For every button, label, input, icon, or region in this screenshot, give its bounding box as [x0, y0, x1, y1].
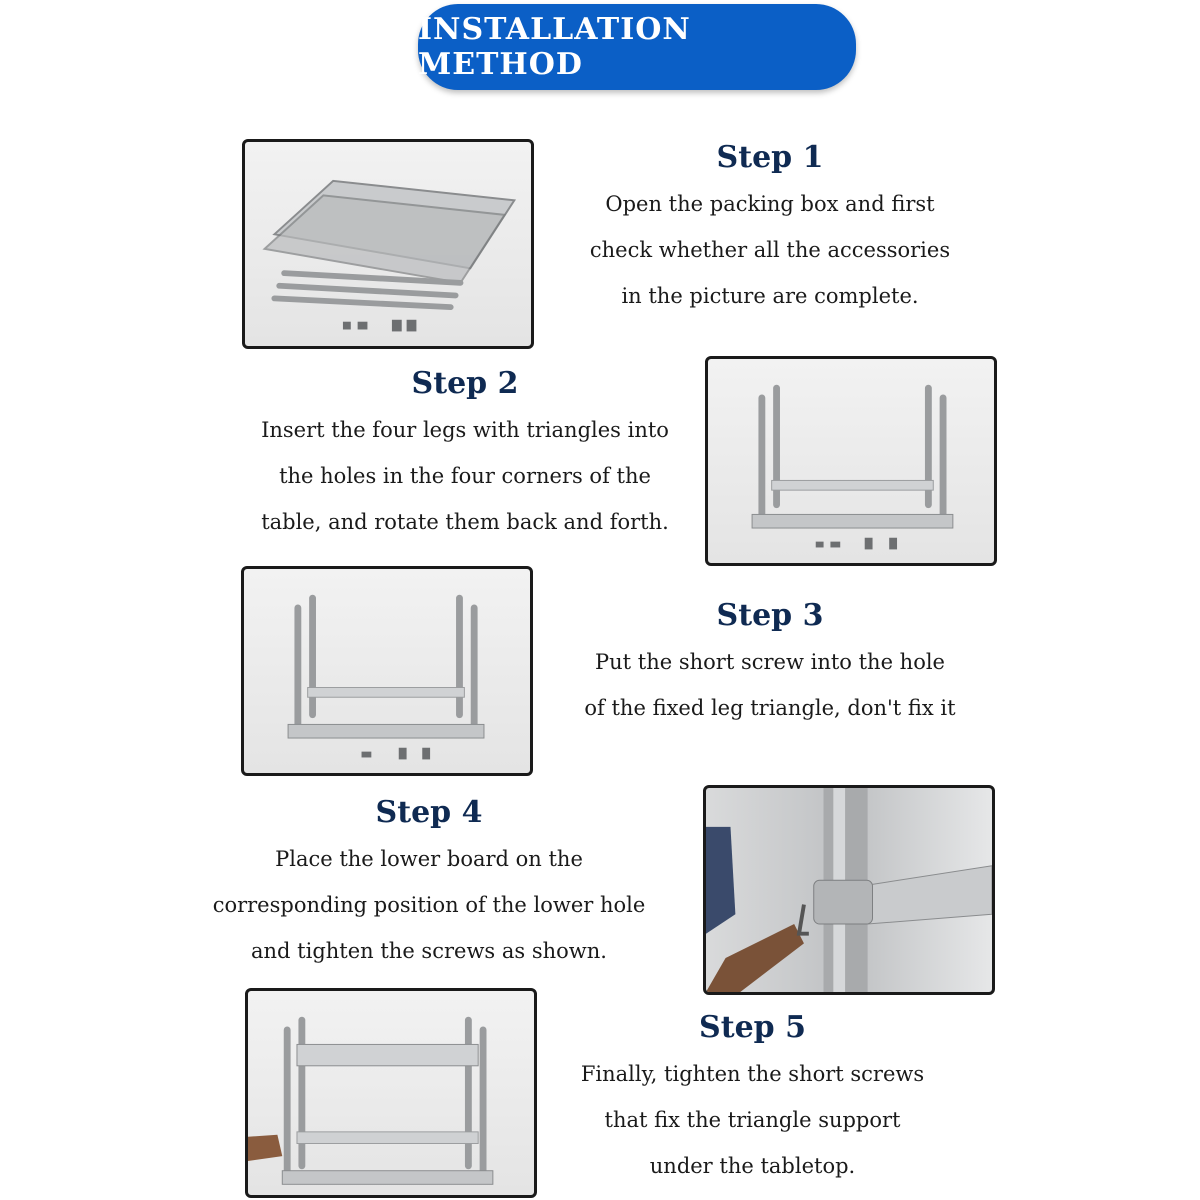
step-1 — [560, 140, 980, 319]
step-4-title: Step 4 — [375, 795, 483, 830]
step-2 — [240, 366, 690, 545]
step-5-title: Step 5 — [699, 1010, 806, 1045]
step-3-title: Step 3 — [716, 598, 824, 633]
step-4-line-3: and tighten the screws as shown. — [251, 939, 607, 963]
step-1-line-3: in the picture are complete. — [621, 284, 919, 308]
step-3-line-1: Put the short screw into the hole — [595, 650, 945, 674]
step-1-title: Step 1 — [716, 140, 824, 175]
step-5-line-2: that fix the triangle support — [604, 1108, 901, 1132]
step-1-line-1: Open the packing box and first — [605, 192, 935, 216]
step-4-line-2: corresponding position of the lower hole — [212, 893, 646, 917]
step-4-line-1: Place the lower board on the — [275, 847, 583, 871]
step-2-line-2: the holes in the four corners of the — [279, 464, 651, 488]
step-1-photo — [242, 139, 534, 349]
step-3-photo — [241, 566, 533, 776]
step-4 — [198, 795, 660, 974]
step-5 — [555, 1010, 950, 1189]
step-3-line-2: of the fixed leg triangle, don't fix it — [584, 696, 956, 720]
step-2-line-3: table, and rotate them back and forth. — [261, 510, 669, 534]
step-2-line-1: Insert the four legs with triangles into — [261, 418, 669, 442]
title-banner — [418, 4, 856, 90]
step-5-photo — [245, 988, 537, 1198]
step-2-title: Step 2 — [411, 366, 519, 401]
step-4-photo — [703, 785, 995, 995]
step-1-line-2: check whether all the accessories — [589, 238, 951, 262]
step-5-line-3: under the tabletop. — [649, 1154, 856, 1178]
step-5-line-1: Finally, tighten the short screws — [580, 1062, 925, 1086]
step-3 — [560, 598, 980, 731]
page-title: INSTALLATION METHOD — [418, 12, 691, 82]
step-2-photo — [705, 356, 997, 566]
